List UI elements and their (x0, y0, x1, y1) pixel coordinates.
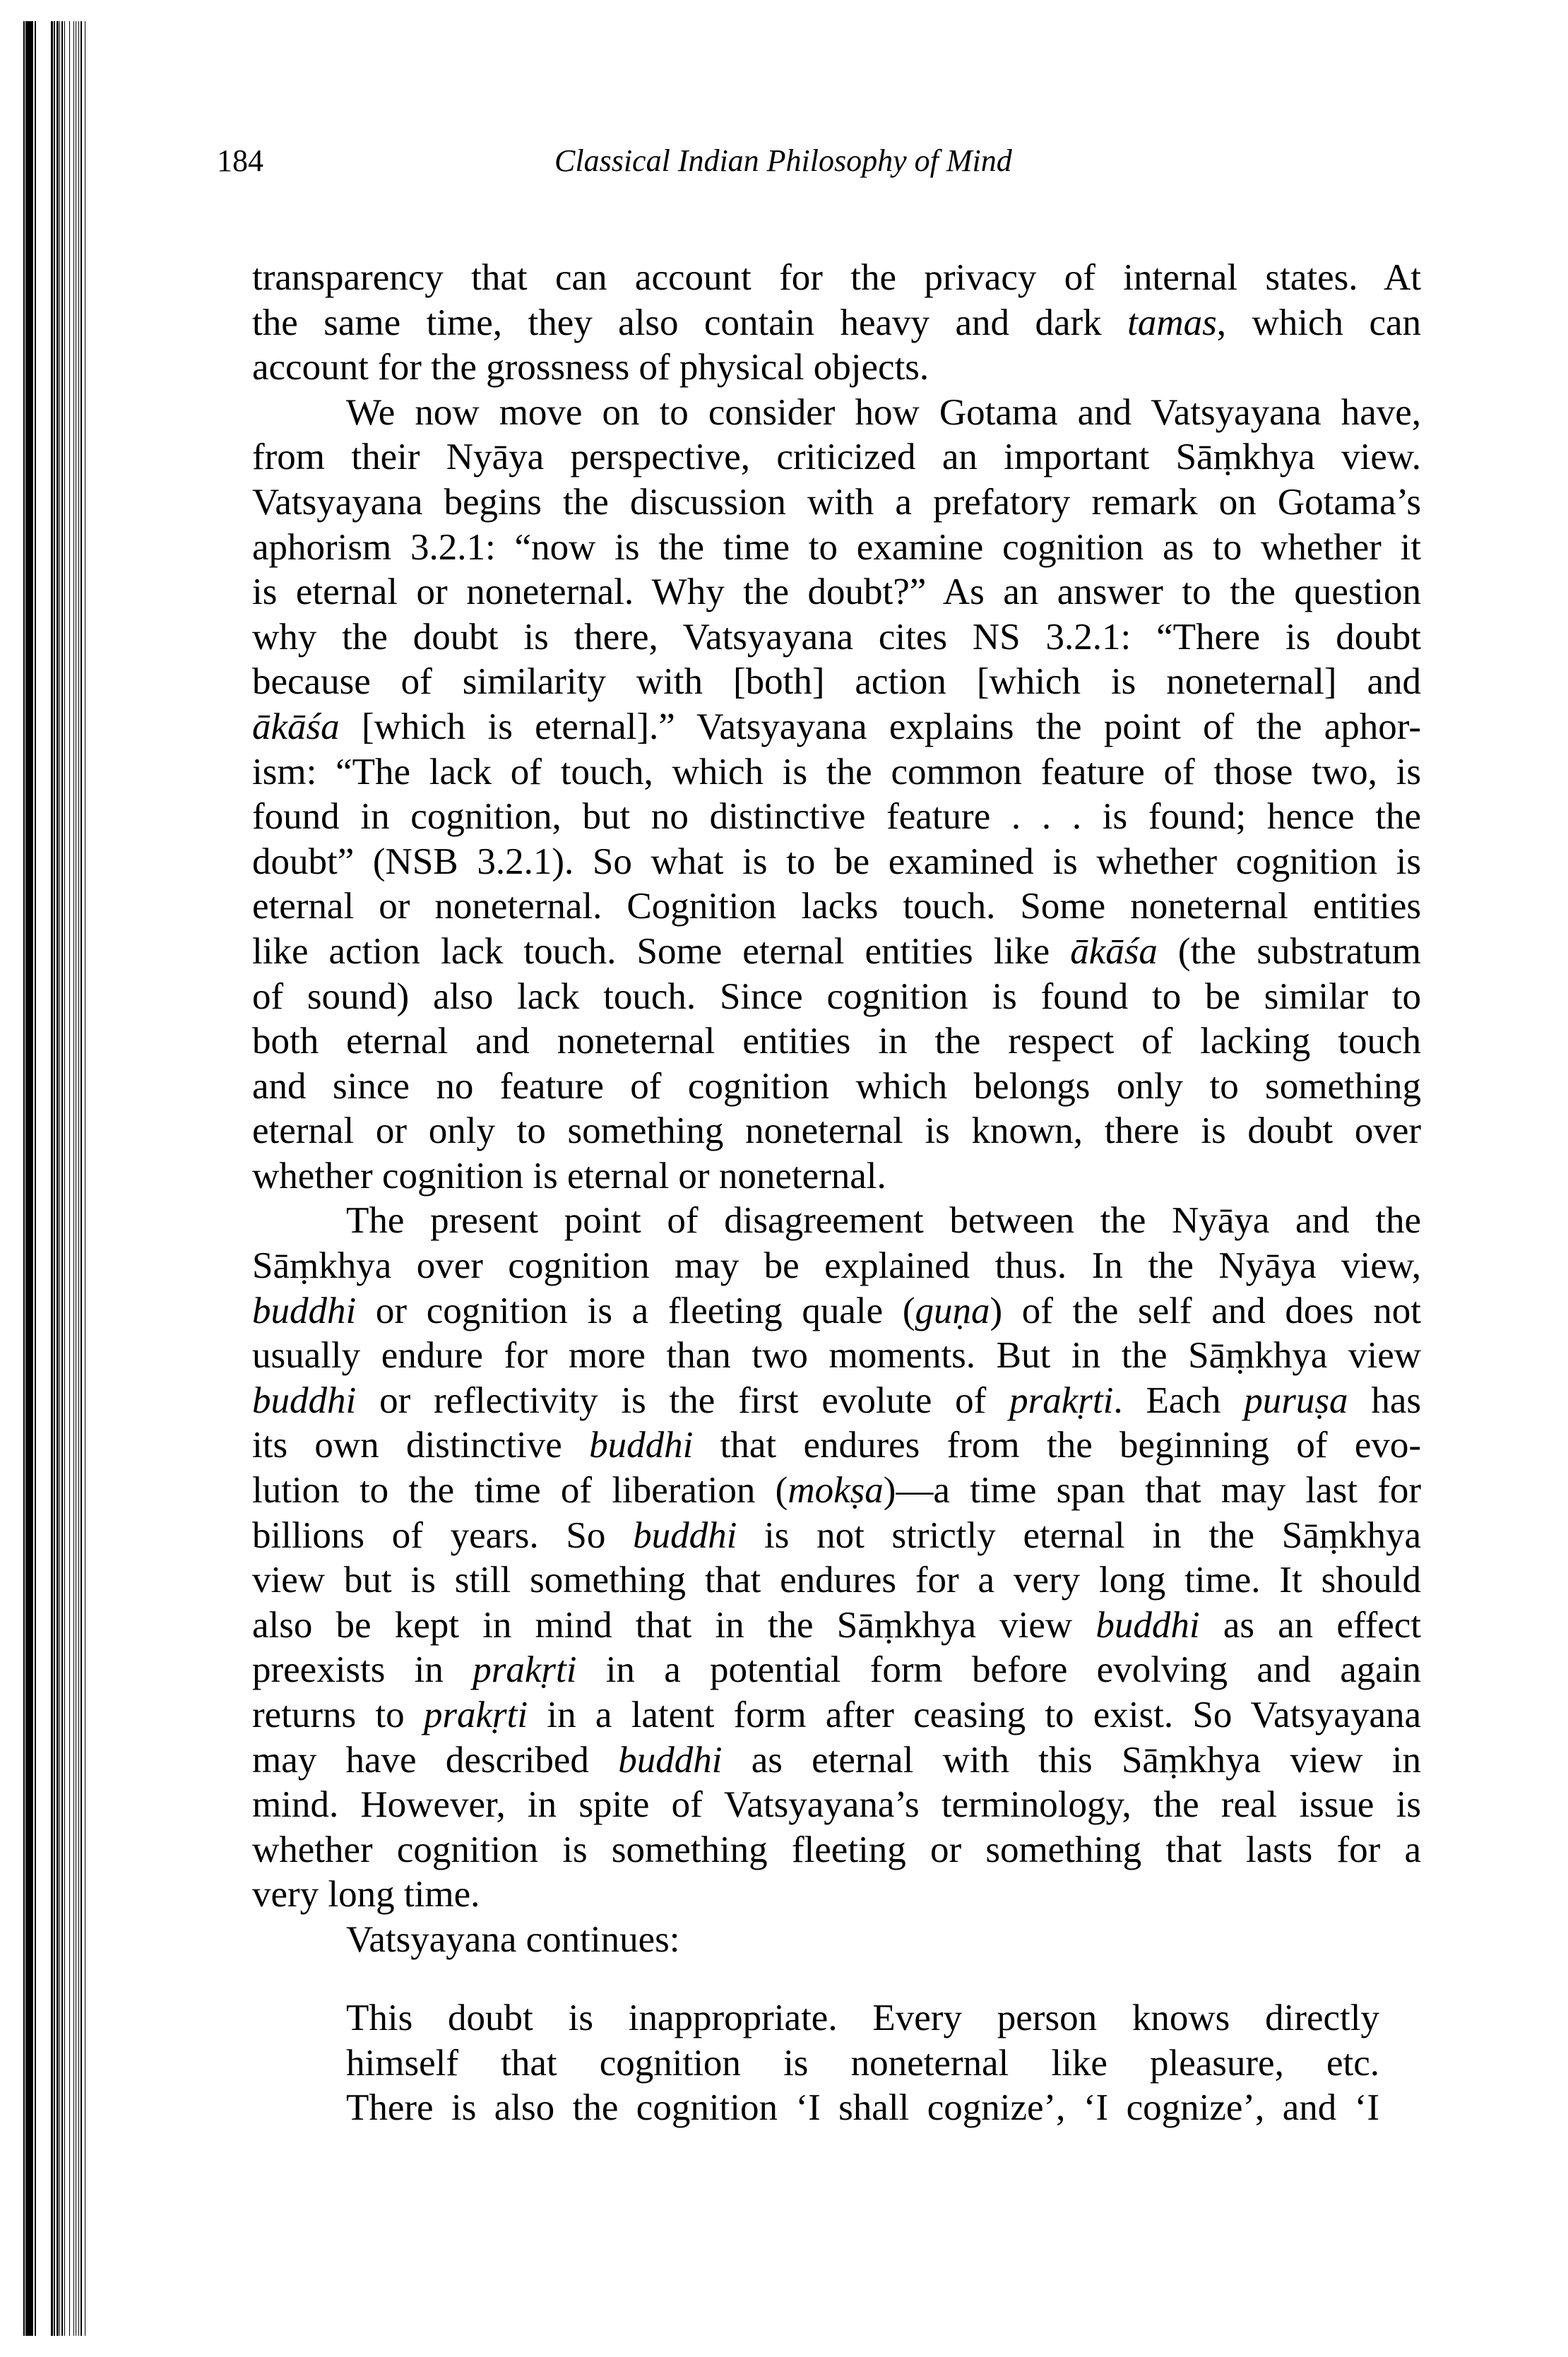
italic-term: prakṛti (1009, 1379, 1114, 1421)
running-head (217, 143, 1421, 179)
gutter-band (25, 21, 32, 2336)
running-title: Classical Indian Philosophy of Mind (554, 143, 1012, 178)
body-line: because of similarity with [both] action [which is noneternal] and (252, 661, 1421, 703)
italic-term: prakṛti (473, 1649, 577, 1691)
page-number: 184 (217, 143, 263, 178)
italic-term: ākāśa (252, 706, 340, 747)
italic-term: buddhi (633, 1514, 737, 1556)
body-line: transparency that can account for the privacy of internal states. At (252, 257, 1421, 298)
italic-term: buddhi (252, 1379, 357, 1421)
quote-line: This doubt is inappropriate. Every person knows directly (346, 1997, 1379, 2038)
body-line: preexists in prakṛti in a potential form before evolving and again (252, 1649, 1421, 1691)
block-quote (346, 1996, 1379, 2131)
body-line: account for the grossness of physical objects. (252, 347, 929, 388)
body-line: aphorism 3.2.1: “now is the time to examine cognition as to whether it (252, 526, 1421, 568)
body-line: whether cognition is eternal or noneternal. (252, 1155, 886, 1197)
italic-term: buddhi (589, 1425, 694, 1466)
body-line: mind. However, in spite of Vatsyayana’s terminology, the real issue is (252, 1784, 1421, 1826)
body-line: The present point of disagreement between the Nyāya and the (346, 1200, 1421, 1242)
body-line: why the doubt is there, Vatsyayana cites NS 3.2.1: “There is doubt (252, 616, 1421, 658)
body-line: also be kept in mind that in the Sāṃkhya view buddhi as an effect (252, 1604, 1422, 1646)
scan-gutter-stripes (0, 21, 99, 2336)
body-line: ākāśa [which is eternal].” Vatsyayana explains the point of the aphor- (252, 706, 1421, 747)
body-line: of sound) also lack touch. Since cognition is found to be similar to (252, 975, 1421, 1017)
gutter-band (69, 21, 90, 2336)
body-line: view but is still something that endures for a very long time. It should (252, 1560, 1421, 1601)
body-line: the same time, they also contain heavy and dark tamas, which can (252, 302, 1421, 343)
body-line: like action lack touch. Some eternal entities like ākāśa (the substratum (252, 930, 1421, 972)
italic-term: ākāśa (1070, 930, 1158, 972)
body-line: very long time. (252, 1874, 480, 1916)
body-line: eternal or only to something noneternal is known, there is doubt over (252, 1110, 1421, 1152)
body-line: Vatsyayana begins the discussion with a prefatory remark on Gotama’s (252, 481, 1421, 523)
body-line: ism: “The lack of touch, which is the common feature of those two, is (252, 751, 1421, 792)
italic-term: puruṣa (1244, 1379, 1348, 1421)
quote-line: himself that cognition is noneternal like pleasure, etc. (346, 2042, 1379, 2084)
body-line: returns to prakṛti in a latent form after ceasing to exist. So Vatsyayana (252, 1694, 1421, 1735)
body-line: and since no feature of cognition which belongs only to something (252, 1065, 1421, 1107)
body-line: lution to the time of liberation (mokṣa)—a time span that may last for (252, 1470, 1421, 1512)
body-line: Sāṃkhya over cognition may be explained thus. In the Nyāya view, (252, 1245, 1421, 1287)
body-line: Vatsyayana continues: (346, 1918, 680, 1960)
italic-term: prakṛti (423, 1694, 528, 1735)
body-line: We now move on to consider how Gotama and Vatsyayana have, (346, 391, 1421, 433)
body-line: eternal or noneternal. Cognition lacks touch. Some noneternal entities (252, 886, 1421, 927)
italic-term: mokṣa (788, 1470, 884, 1512)
italic-term: buddhi (1095, 1604, 1200, 1646)
body-line: from their Nyāya perspective, criticized an important Sāṃkhya view. (252, 437, 1421, 478)
body-line: found in cognition, but no distinctive feature . . . is found; hence the (252, 796, 1421, 838)
body-line: billions of years. So buddhi is not strictly eternal in the Sāṃkhya (252, 1514, 1421, 1556)
italic-term: guṇa (915, 1290, 990, 1331)
body-line: its own distinctive buddhi that endures from the beginning of evo- (252, 1425, 1421, 1466)
gutter-band (51, 21, 68, 2336)
body-text (252, 256, 1421, 1963)
italic-term: tamas (1127, 302, 1217, 343)
quote-line: There is also the cognition ‘I shall cognize’, ‘I cognize’, and ‘I (346, 2087, 1379, 2129)
body-line: may have described buddhi as eternal with this Sāṃkhya view in (252, 1739, 1421, 1781)
italic-term: buddhi (252, 1290, 357, 1331)
body-line: is eternal or noneternal. Why the doubt?” As an answer to the question (252, 571, 1421, 613)
body-line: both eternal and noneternal entities in the respect of lacking touch (252, 1021, 1421, 1062)
italic-term: buddhi (618, 1739, 723, 1781)
body-line: buddhi or reflectivity is the first evolute of prakṛti. Each puruṣa has (252, 1379, 1421, 1421)
body-line: whether cognition is something fleeting or something that lasts for a (252, 1829, 1421, 1870)
body-line: usually endure for more than two moments. But in the Sāṃkhya view (252, 1335, 1421, 1377)
body-line: doubt” (NSB 3.2.1). So what is to be examined is whether cognition is (252, 841, 1421, 882)
body-line: buddhi or cognition is a fleeting quale (guṇa) of the self and does not (252, 1290, 1421, 1331)
